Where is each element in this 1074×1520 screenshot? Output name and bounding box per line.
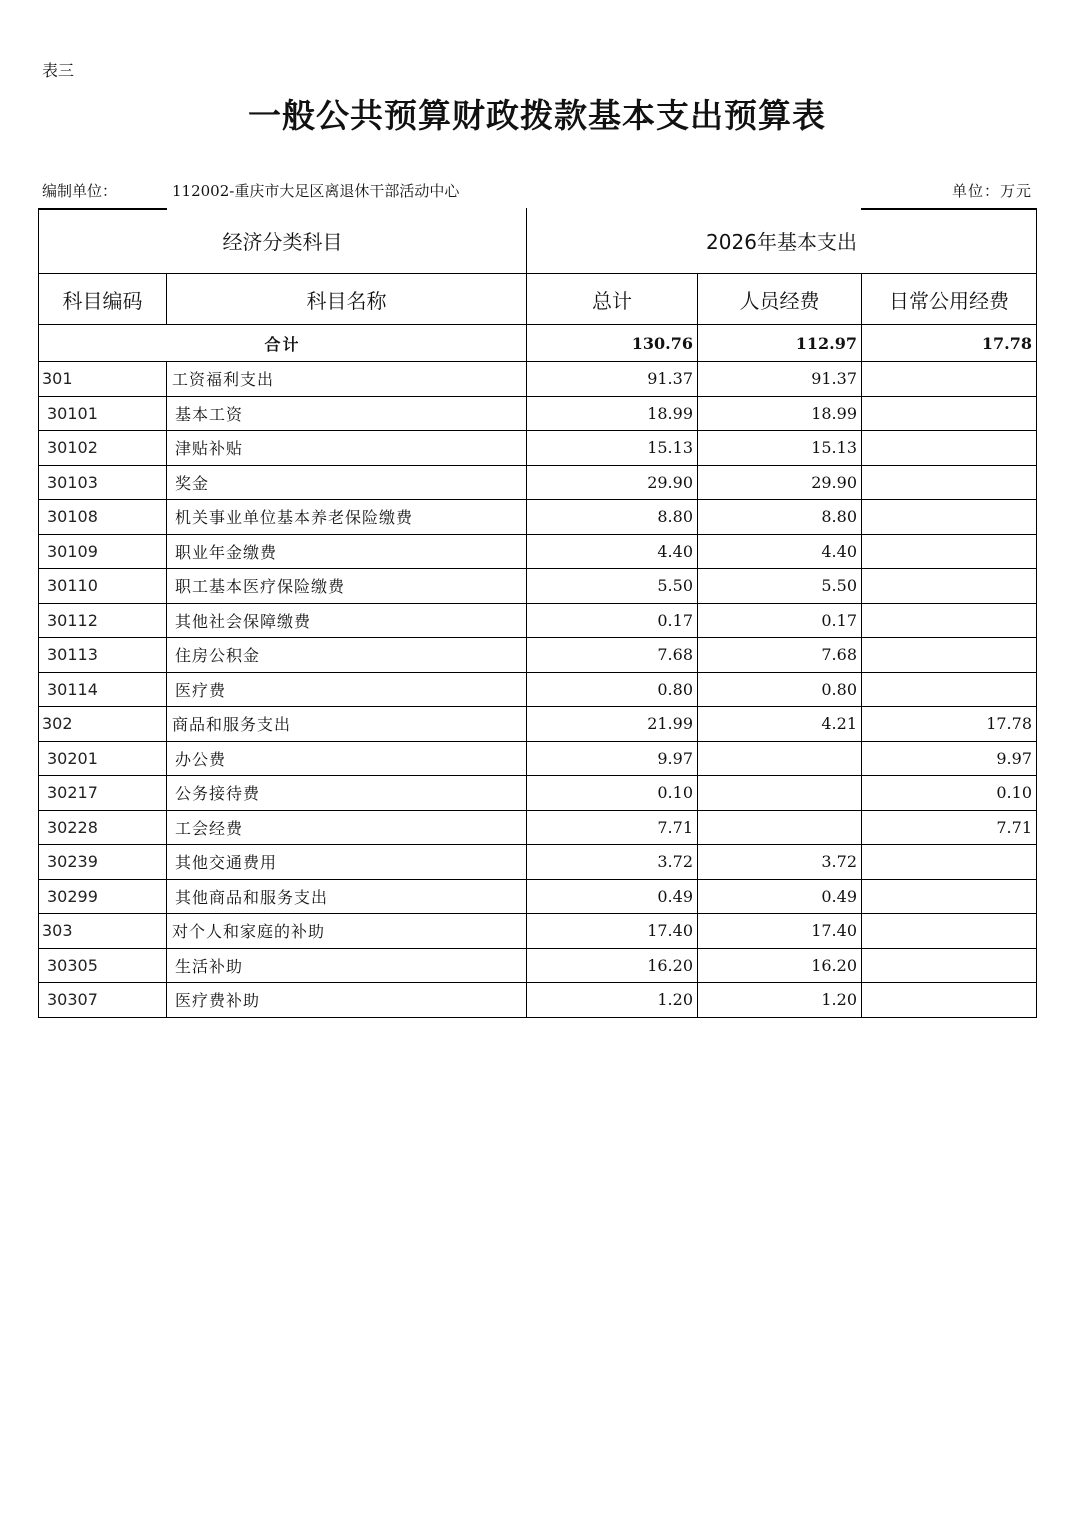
- row-name: 办公费: [167, 741, 527, 776]
- table-row: [39, 776, 1037, 811]
- table-row: [39, 465, 1037, 500]
- row-total: 91.37: [527, 362, 698, 397]
- row-public: [862, 500, 1037, 535]
- row-personnel: 18.99: [698, 396, 862, 431]
- row-personnel: [698, 776, 862, 811]
- row-total: 7.68: [527, 638, 698, 673]
- row-name: 基本工资: [167, 396, 527, 431]
- row-code: 30109: [39, 534, 167, 569]
- row-name: 津贴补贴: [167, 431, 527, 466]
- row-code: 30114: [39, 672, 167, 707]
- row-name: 职业年金缴费: [167, 534, 527, 569]
- header-personnel: 人员经费: [698, 274, 862, 325]
- table-label: 表三: [42, 61, 75, 80]
- table-row: [39, 741, 1037, 776]
- row-public: [862, 362, 1037, 397]
- row-total: 18.99: [527, 396, 698, 431]
- row-total: 0.10: [527, 776, 698, 811]
- table-row: [39, 845, 1037, 880]
- row-public: [862, 603, 1037, 638]
- row-personnel: 0.17: [698, 603, 862, 638]
- row-total: 0.17: [527, 603, 698, 638]
- row-total: 16.20: [527, 948, 698, 983]
- unit-label: 编制单位：: [42, 182, 118, 200]
- row-public: [862, 948, 1037, 983]
- table-row: [39, 707, 1037, 742]
- row-code: 30217: [39, 776, 167, 811]
- row-public: [862, 534, 1037, 569]
- row-total: 29.90: [527, 465, 698, 500]
- row-personnel: [698, 741, 862, 776]
- table-row: [39, 948, 1037, 983]
- table-row: [39, 603, 1037, 638]
- row-personnel: 0.80: [698, 672, 862, 707]
- row-personnel: 0.49: [698, 879, 862, 914]
- table-row: [39, 362, 1037, 397]
- header-row-columns: [39, 274, 1037, 325]
- page-title: 一般公共预算财政拨款基本支出预算表: [248, 96, 826, 135]
- row-code: 301: [39, 362, 167, 397]
- row-name: 公务接待费: [167, 776, 527, 811]
- totals-total: 130.76: [527, 325, 698, 362]
- row-code: 30113: [39, 638, 167, 673]
- table-row: [39, 983, 1037, 1018]
- row-personnel: 29.90: [698, 465, 862, 500]
- row-public: [862, 672, 1037, 707]
- header-total: 总计: [527, 274, 698, 325]
- row-public: 0.10: [862, 776, 1037, 811]
- row-personnel: 7.68: [698, 638, 862, 673]
- row-public: [862, 465, 1037, 500]
- row-public: [862, 914, 1037, 949]
- row-code: 30103: [39, 465, 167, 500]
- row-total: 1.20: [527, 983, 698, 1018]
- header-public: 日常公用经费: [862, 274, 1037, 325]
- row-public: [862, 431, 1037, 466]
- row-code: 30307: [39, 983, 167, 1018]
- currency-unit: 单位：万元: [951, 182, 1032, 200]
- totals-label: 合计: [39, 325, 527, 362]
- row-code: 303: [39, 914, 167, 949]
- table-row: [39, 569, 1037, 604]
- unit-value: 112002-重庆市大足区离退休干部活动中心: [172, 182, 460, 200]
- row-total: 9.97: [527, 741, 698, 776]
- header-row-group: [39, 208, 1037, 274]
- row-name: 住房公积金: [167, 638, 527, 673]
- row-name: 医疗费: [167, 672, 527, 707]
- row-name: 奖金: [167, 465, 527, 500]
- row-personnel: [698, 810, 862, 845]
- row-personnel: 3.72: [698, 845, 862, 880]
- table-row: [39, 638, 1037, 673]
- row-public: [862, 845, 1037, 880]
- row-name: 其他社会保障缴费: [167, 603, 527, 638]
- row-personnel: 4.21: [698, 707, 862, 742]
- row-public: [862, 396, 1037, 431]
- row-total: 5.50: [527, 569, 698, 604]
- row-personnel: 1.20: [698, 983, 862, 1018]
- totals-public: 17.78: [862, 325, 1037, 362]
- row-code: 30299: [39, 879, 167, 914]
- row-public: [862, 569, 1037, 604]
- row-personnel: 91.37: [698, 362, 862, 397]
- table-row: [39, 879, 1037, 914]
- row-name: 其他交通费用: [167, 845, 527, 880]
- row-name: 工会经费: [167, 810, 527, 845]
- row-public: [862, 879, 1037, 914]
- row-code: 30201: [39, 741, 167, 776]
- row-code: 30110: [39, 569, 167, 604]
- row-public: 17.78: [862, 707, 1037, 742]
- row-personnel: 5.50: [698, 569, 862, 604]
- table-row: [39, 672, 1037, 707]
- totals-row: [39, 325, 1037, 362]
- row-code: 30112: [39, 603, 167, 638]
- row-code: 30101: [39, 396, 167, 431]
- row-public: 7.71: [862, 810, 1037, 845]
- row-total: 0.49: [527, 879, 698, 914]
- row-name: 生活补助: [167, 948, 527, 983]
- header-basic-expense: 2026年基本支出: [527, 208, 1037, 274]
- row-personnel: 15.13: [698, 431, 862, 466]
- row-total: 0.80: [527, 672, 698, 707]
- row-total: 15.13: [527, 431, 698, 466]
- row-code: 30305: [39, 948, 167, 983]
- row-personnel: 4.40: [698, 534, 862, 569]
- row-public: 9.97: [862, 741, 1037, 776]
- row-public: [862, 638, 1037, 673]
- row-total: 21.99: [527, 707, 698, 742]
- row-code: 30102: [39, 431, 167, 466]
- row-total: 17.40: [527, 914, 698, 949]
- row-code: 30228: [39, 810, 167, 845]
- header-economic-class: 经济分类科目: [39, 208, 527, 274]
- row-code: 30239: [39, 845, 167, 880]
- row-name: 机关事业单位基本养老保险缴费: [167, 500, 527, 535]
- row-code: 30108: [39, 500, 167, 535]
- table-row: [39, 534, 1037, 569]
- row-total: 8.80: [527, 500, 698, 535]
- totals-personnel: 112.97: [698, 325, 862, 362]
- table-row: [39, 914, 1037, 949]
- row-total: 4.40: [527, 534, 698, 569]
- table-row: [39, 810, 1037, 845]
- budget-table: [38, 208, 1037, 1018]
- row-public: [862, 983, 1037, 1018]
- header-name: 科目名称: [167, 274, 527, 325]
- row-name: 医疗费补助: [167, 983, 527, 1018]
- table-row: [39, 431, 1037, 466]
- row-code: 302: [39, 707, 167, 742]
- row-personnel: 17.40: [698, 914, 862, 949]
- row-personnel: 16.20: [698, 948, 862, 983]
- table-row: [39, 500, 1037, 535]
- row-name: 职工基本医疗保险缴费: [167, 569, 527, 604]
- row-name: 对个人和家庭的补助: [167, 914, 527, 949]
- row-personnel: 8.80: [698, 500, 862, 535]
- row-name: 其他商品和服务支出: [167, 879, 527, 914]
- row-name: 商品和服务支出: [167, 707, 527, 742]
- row-total: 3.72: [527, 845, 698, 880]
- row-name: 工资福利支出: [167, 362, 527, 397]
- header-code: 科目编码: [39, 274, 167, 325]
- row-total: 7.71: [527, 810, 698, 845]
- table-row: [39, 396, 1037, 431]
